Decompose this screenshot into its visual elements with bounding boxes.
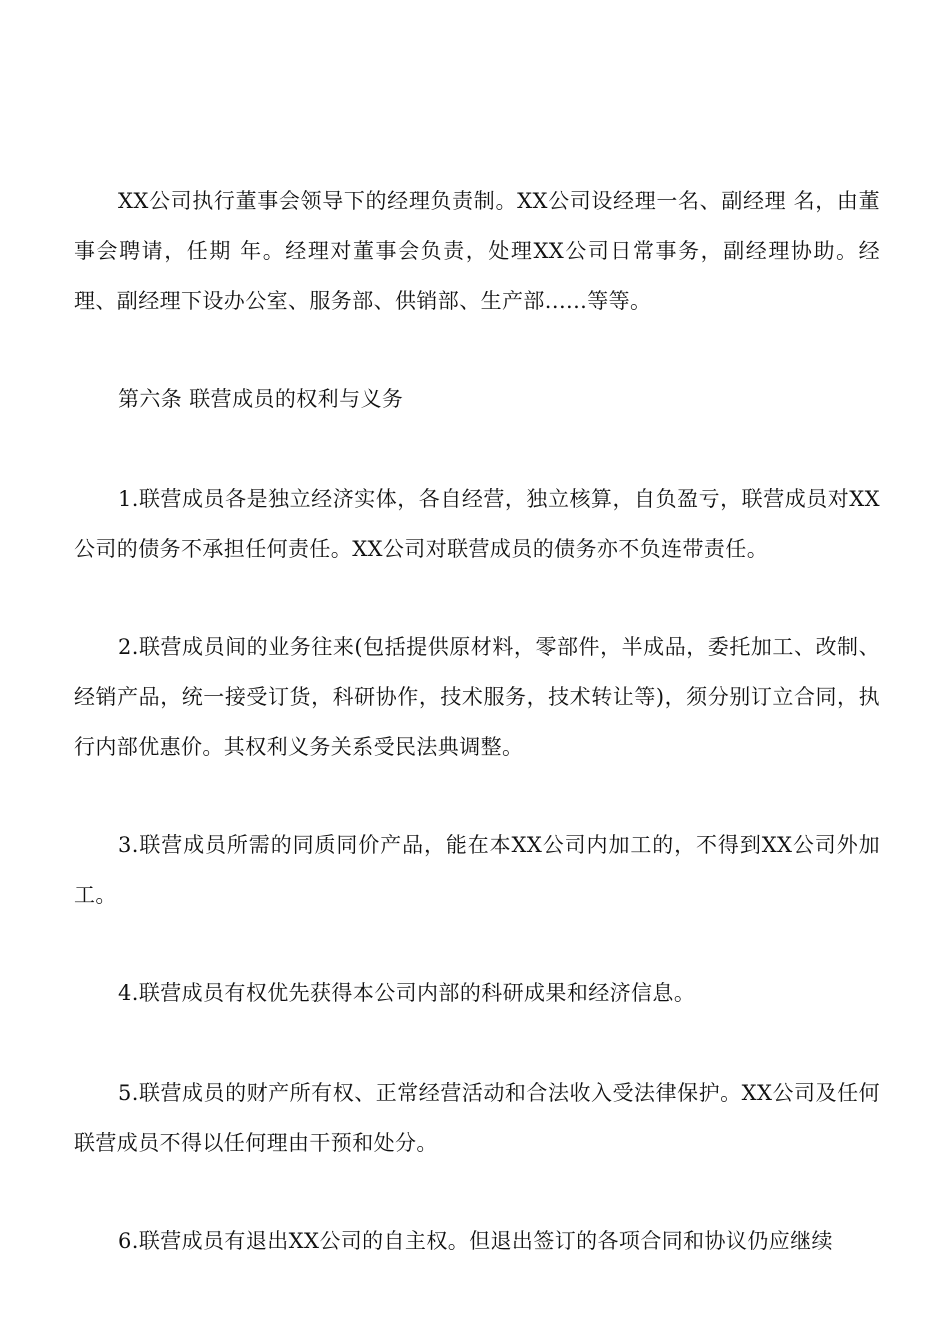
article-six-heading: 第六条 联营成员的权利与义务 [118,387,404,411]
clause-6: 6.联营成员有退出XX公司的自主权。但退出签订的各项合同和协议仍应继续 [118,1229,833,1253]
clause-5: 5.联营成员的财产所有权、正常经营活动和合法收入受法律保护。XX公司及任何联营成员不得以任何理由干预和处分。 [74,1081,880,1155]
clause-1: 1.联营成员各是独立经济实体，各自经营，独立核算，自负盈亏，联营成员对XX公司的债务不承担任何责任。XX公司对联营成员的债务亦不负连带责任。 [74,487,880,561]
clause-4: 4.联营成员有权优先获得本公司内部的科研成果和经济信息。 [118,981,696,1005]
clause-3: 3.联营成员所需的同质同价产品，能在本XX公司内加工的，不得到XX公司外加工。 [74,833,880,907]
paragraph-management-structure: XX公司执行董事会领导下的经理负责制。XX公司设经理一名、副经理 名，由董事会聘请，任期 年。经理对董事会负责，处理XX公司日常事务，副经理协助。经理、副经理下设办公室、服务部、供销部、生产部......等等。 [74,189,880,313]
clause-2: 2.联营成员间的业务往来(包括提供原材料，零部件，半成品，委托加工、改制、经销产品，统一接受订货，科研协作，技术服务，技术转让等)，须分别订立合同，执行内部优惠价。其权利义务关系受民法典调整。 [74,635,880,759]
